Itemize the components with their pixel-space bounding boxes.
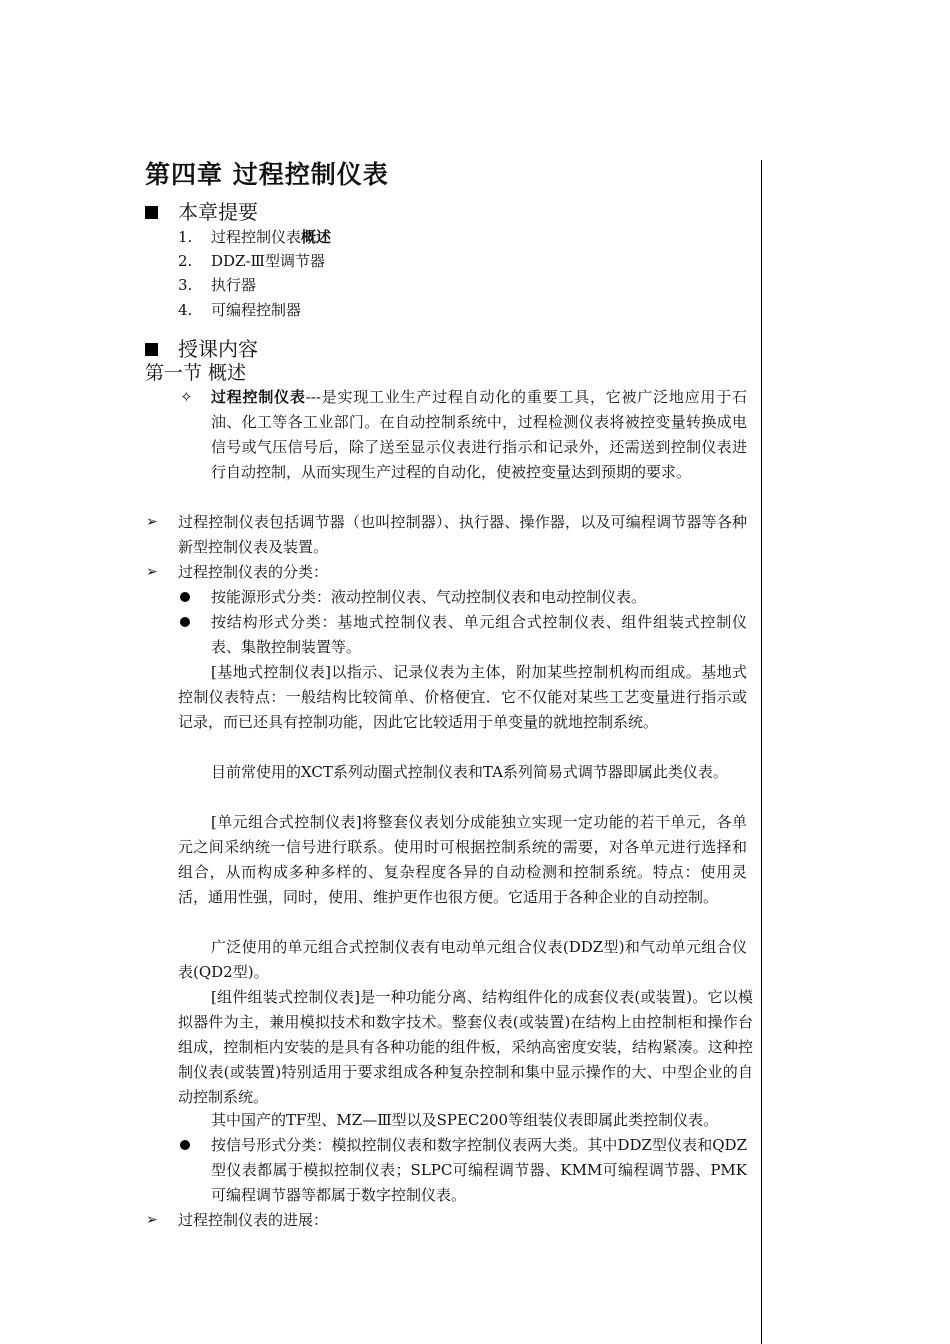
item-text: 执行器 [211,276,257,294]
item-text [211,225,331,249]
dot-paragraph: 按结构形式分类：基地式控制仪表、单元组合式控制仪表、组件组装式控制仪表、集散控制装置等。 [211,613,747,656]
arrow-bullet-icon: ➢ [146,1212,158,1228]
intro-term: 过程控制仪表 [211,388,306,406]
body-paragraph: [组件组装式控制仪表]是一种功能分离、结构组件化的成套仪表(或装置)。它以模拟器件为主，兼用模拟技术和数字技术。整套仪表(或装置)在结构上由控制柜和操作台组成，控制柜内安装的是具有各种功能的组件板，采纳高密度安装，结构紧凑。这种控制仪表(或装置)特别适用于要求组成各种复杂控制和集中显示操作的大、中型企业的自动控制系统。 [178,988,753,1106]
item-number: 4. [178,301,193,319]
round-bullet-icon [180,592,190,602]
round-bullet-icon [180,617,190,627]
intro-text: ---是实现工业生产过程自动化的重要工具，它被广泛地应用于石油、化工等各工业部门。在自动控制系统中，过程检测仪表将被控变量转换成电信号或气压信号后，除了送至显示仪表进行指示和记录外，还需送到控制仪表进行自动控制，从而实现生产过程的自动化，使被控变量达到预期的要求。 [211,388,747,481]
round-bullet-icon [180,1140,190,1150]
section-summary-label: 本章提要 [178,200,258,224]
item-number: 3. [178,276,193,294]
intro-paragraph [211,385,747,485]
body-paragraph: [单元组合式控制仪表]将整套仪表划分成能独立实现一定功能的若干单元，各单元之间采纳统一信号进行联系。使用时可根据控制系统的需要，对各单元进行选择和组合，从而构成多种多样的、复杂程度各异的自动检测和控制系统。特点：使用灵活，通用性强，同时，使用、维护更作也很方便。它适用于各种企业的自动控制。 [178,813,747,906]
section-content-heading [145,335,258,363]
item-number: 2. [178,252,193,270]
item-text-bold: 概述 [301,228,332,246]
item-text: 可编程控制器 [211,301,302,319]
subsection-title: 第一节 概述 [145,362,247,384]
body-paragraph: [基地式控制仪表]以指示、记录仪表为主体，附加某些控制机构而组成。基地式控制仪表特点：一般结构比较简单、价格便宜．它不仅能对某些工艺变量进行指示或记录，而已还具有控制功能，因此它比较适用于单变量的就地控制系统。 [178,663,747,731]
bullet-paragraph: 过程控制仪表的进展： [178,1211,329,1229]
body-paragraph: 目前常使用的XCT系列动圈式控制仪表和TA系列简易式调节器即属此类仪表。 [211,763,728,781]
margin-rule [761,160,762,1344]
bullet-paragraph: 过程控制仪表包括调节器（也叫控制器）、执行器、操作器，以及可编程调节器等各种新型控制仪表及装置。 [178,513,747,556]
item-text-plain: 过程控制仪表 [211,228,302,246]
section-content-label: 授课内容 [178,337,258,361]
bullet-paragraph: 过程控制仪表的分类： [178,563,329,581]
chapter-title: 第四章 过程控制仪表 [145,160,389,189]
dot-paragraph: 按信号形式分类：模拟控制仪表和数字控制仪表两大类。其中DDZ型仪表和QDZ型仪表都属于模拟控制仪表；SLPC可编程调节器、KMM可编程调节器、PMK可编程调节器等都属于数字控制仪表。 [211,1136,747,1204]
body-paragraph: 广泛使用的单元组合式控制仪表有电动单元组合仪表(DDZ型)和气动单元组合仪表(QD2型)。 [178,938,747,981]
body-paragraph: 其中国产的TF型、MZ—Ⅲ型以及SPEC200等组装仪表即属此类控制仪表。 [211,1111,719,1129]
arrow-bullet-icon: ➢ [146,514,158,530]
arrow-bullet-icon: ➢ [146,564,158,580]
item-number: 1. [178,228,193,246]
item-text: DDZ-Ⅲ型调节器 [211,252,326,270]
section-summary-heading [145,198,258,226]
square-bullet-icon [145,343,158,356]
dot-paragraph: 按能源形式分类：液动控制仪表、气动控制仪表和电动控制仪表。 [211,588,647,606]
square-bullet-icon [145,206,158,219]
diamond-bullet-icon: ✧ [180,388,193,406]
